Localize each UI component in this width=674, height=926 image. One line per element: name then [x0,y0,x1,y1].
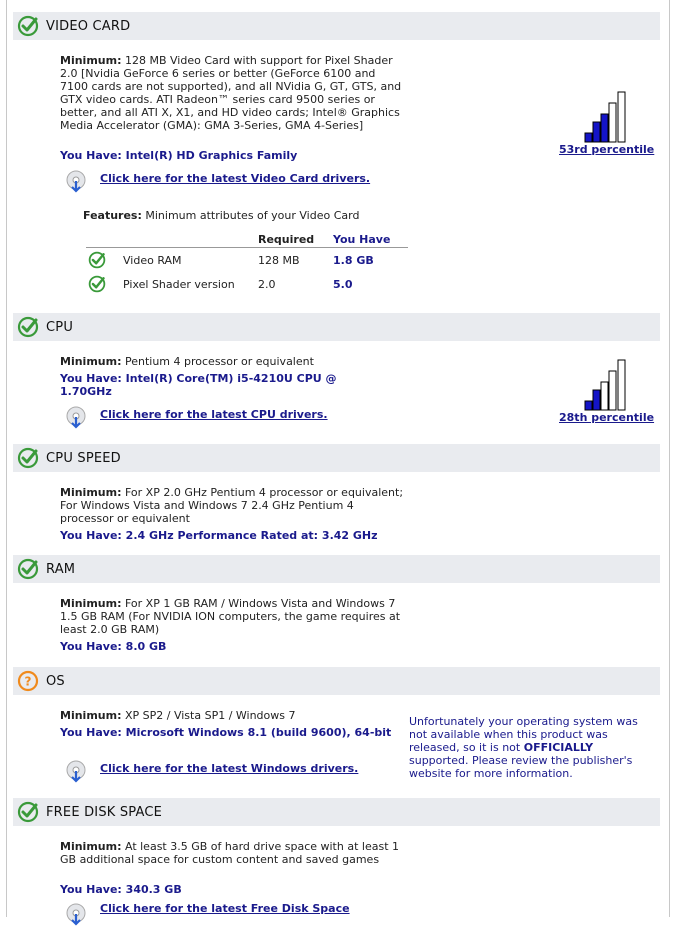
check-icon [88,251,106,269]
you-have-text: You Have: 2.4 GHz Performance Rated at: 3.42 GHz [60,529,378,542]
minimum-label: Minimum: [60,840,122,853]
section-header-cpu [13,313,660,341]
you-have-text: You Have: Microsoft Windows 8.1 (build 9600), 64-bit [60,726,392,739]
check-icon [17,558,39,580]
section-header-ram [13,555,660,583]
feature-name: Pixel Shader version [123,278,235,291]
video-card-percentile[interactable]: 53rd percentile [559,143,655,156]
check-icon [17,316,39,338]
section-title: VIDEO CARD [46,19,131,34]
minimum-value: For XP 2.0 GHz Pentium 4 processor or equivalent; For Windows Vista and Windows 7 2.4 GHz Pentium 4 processor or equivalent [60,486,404,525]
minimum-text [60,486,405,525]
col-you-have: You Have [333,233,391,246]
cpu-driver-link[interactable]: Click here for the latest CPU drivers. [100,408,328,421]
minimum-text [60,54,405,132]
download-icon[interactable] [64,759,88,783]
percentile-bars [584,359,630,411]
download-icon[interactable] [64,902,88,926]
minimum-label: Minimum: [60,355,122,368]
minimum-text [60,355,405,368]
minimum-value: 128 MB Video Card with support for Pixel Shader 2.0 [Nvidia GeForce 6 series or better (GeForce 6100 and 7100 cards are not supported), and all NVidia G, GT, GTS, and GTX video cards. ATI Radeon™ series card 9500 series or better, and all ATI X, X1, and HD video cards; Intel® Graphics Media Accelerator (GMA): GMA 3-Series, GMA 4-Series] [60,54,402,132]
table-row [86,248,408,272]
minimum-value: At least 3.5 GB of hard drive space with at least 1 GB additional space for custom content and saved games [60,840,399,866]
minimum-value: For XP 1 GB RAM / Windows Vista and Windows 7 1.5 GB RAM (For NVIDIA ION computers, the game requires at least 2.0 GB RAM) [60,597,401,636]
minimum-label: Minimum: [60,597,122,610]
cpu-percentile[interactable]: 28th percentile [559,411,655,424]
section-header-cpu-speed [13,444,660,472]
feature-have: 5.0 [333,278,353,291]
feature-name: Video RAM [123,254,182,267]
feature-required: 128 MB [258,254,300,267]
check-icon [17,15,39,37]
note-emphasis: OFFICIALLY [523,741,594,754]
section-title: FREE DISK SPACE [46,805,163,820]
section-title: OS [46,674,65,689]
minimum-value: XP SP2 / Vista SP1 / Windows 7 [124,709,296,722]
minimum-text [60,709,405,722]
features-header-row [86,231,408,248]
features-text: Minimum attributes of your Video Card [145,209,360,222]
features-table [86,231,408,296]
download-icon[interactable] [64,405,88,429]
check-icon [17,801,39,823]
os-support-note [409,715,654,780]
section-title: RAM [46,562,76,577]
svg-text:?: ? [24,674,32,689]
you-have-text: You Have: Intel(R) HD Graphics Family [60,149,298,162]
os-driver-link[interactable]: Click here for the latest Windows drivers. [100,762,359,775]
you-have-text: You Have: Intel(R) Core(TM) i5-4210U CPU @ 1.70GHz [60,372,337,398]
minimum-label: Minimum: [60,54,122,67]
col-required: Required [258,233,315,246]
note-text-end: supported. Please review the publisher's website for more information. [409,754,633,780]
disk-driver-link[interactable]: Click here for the latest Free Disk Space [100,902,350,915]
you-have-text: You Have: 340.3 GB [60,883,182,896]
minimum-text [60,597,405,636]
section-header-free-disk-space [13,798,660,826]
you-have-text: You Have: 8.0 GB [60,640,167,653]
warning-icon [17,670,39,692]
minimum-label: Minimum: [60,709,122,722]
minimum-value: Pentium 4 processor or equivalent [124,355,314,368]
video-card-driver-link[interactable]: Click here for the latest Video Card drivers. [100,172,371,185]
check-icon [17,447,39,469]
download-icon[interactable] [64,169,88,193]
percentile-bars [584,91,630,143]
section-title: CPU SPEED [46,451,121,466]
minimum-text [60,840,405,866]
section-header-video-card [13,12,660,40]
features-label: Features: [83,209,142,222]
section-header-os [13,667,660,695]
feature-have: 1.8 GB [333,254,374,267]
minimum-label: Minimum: [60,486,122,499]
feature-required: 2.0 [258,278,276,291]
check-icon [88,275,106,293]
note-text: Unfortunately your operating system was not available when this product was released, so it is not [409,715,638,754]
features-caption [83,209,359,222]
table-row [86,272,408,296]
section-title: CPU [46,320,74,335]
